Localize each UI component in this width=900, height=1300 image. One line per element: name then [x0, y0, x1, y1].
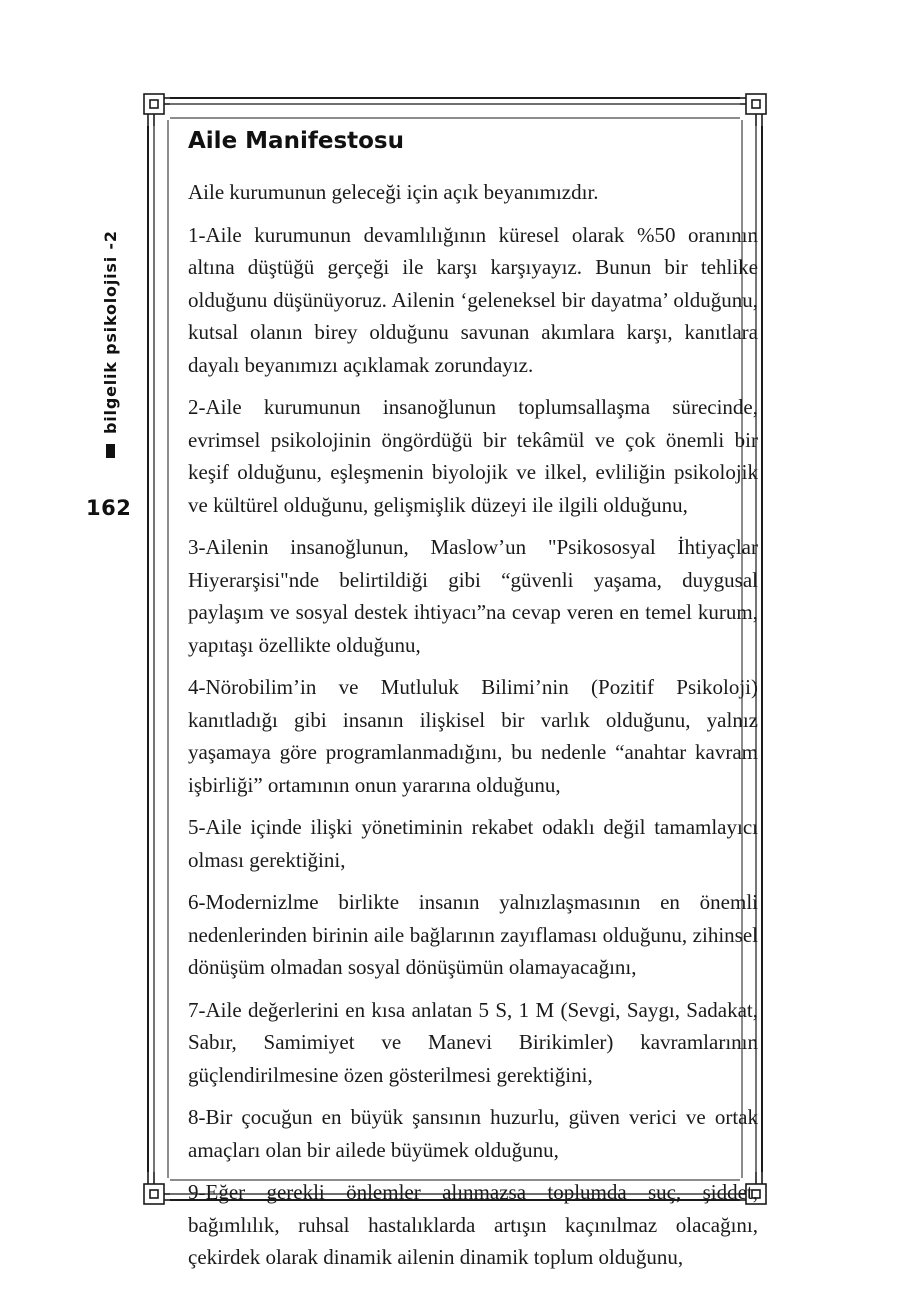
- corner-ornament-top-left: [144, 94, 170, 126]
- article-heading: Aile Manifestosu: [188, 128, 404, 154]
- manifesto-item-5: 5-Aile içinde ilişki yönetiminin rekabet odaklı değil tamamlayıcı olması gerektiğini,: [188, 815, 758, 872]
- manifesto-item-8: 8-Bir çocuğun en büyük şansının huzurlu, güven verici ve ortak amaçları olan bir ailede büyümek olduğunu,: [188, 1105, 758, 1162]
- running-title-bar: [106, 444, 115, 458]
- corner-ornament-top-right: [740, 94, 766, 126]
- page-number: 162: [86, 496, 132, 520]
- running-title-text: bilgelik psikolojisi -2: [101, 230, 120, 434]
- manifesto-item-3: 3-Ailenin insanoğlunun, Maslow’un "Psikososyal İhtiyaçlar Hiyerarşisi"nde belirtildiği gibi “güvenli yaşama, duygusal paylaşım ve sosyal destek ihtiyacı”na cevap veren en temel kurum, yapıtaşı özellikte olduğunu,: [188, 535, 758, 657]
- article-body: [188, 128, 758, 1284]
- manifesto-item-6: 6-Modernizlme birlikte insanın yalnızlaşmasının en önemli nedenlerinden birinin aile bağlarının zayıflaması olduğunu, zihinsel dönüşüm olmadan sosyal dönüşümün olamayacağını,: [188, 890, 758, 979]
- corner-ornament-bottom-left: [144, 1172, 170, 1204]
- manifesto-item-9: 9-Eğer gerekli önlemler alınmazsa toplumda suç, şiddet, bağımlılık, ruhsal hastalıklarda artışın kaçınılmaz olacağını, çekirdek olarak dinamik ailenin dinamik toplum olduğunu,: [188, 1180, 758, 1269]
- running-title: [101, 230, 120, 458]
- manifesto-item-7: 7-Aile değerlerini en kısa anlatan 5 S, 1 M (Sevgi, Saygı, Sadakat, Sabır, Samimiyet ve Manevi Birikimler) kavramlarının güçlendirilmesine özen gösterilmesi gerektiğini,: [188, 997, 758, 1087]
- manifesto-item-4: 4-Nörobilim’in ve Mutluluk Bilimi’nin (Pozitif Psikoloji) kanıtladığı gibi insanın ilişkisel bir varlık olduğunu, yalnız yaşamaya göre programlanmadığını, bu nedenle “anahtar kavram işbirliği” ortamının onun yararına olduğunu,: [188, 675, 758, 797]
- manifesto-item-2: 2-Aile kurumunun insanoğlunun toplumsallaşma sürecinde, evrimsel psikolojinin öngördüğü bir tekâmül ve çok önemli bir keşif olduğunu, eşleşmenin biyolojik ve ilkel, evliliğin psikolojik ve kültürel olduğunu, gelişmişlik düzeyi ile ilgili olduğunu,: [188, 395, 758, 517]
- intro-paragraph: Aile kurumunun geleceği için açık beyanımızdır.: [188, 180, 599, 204]
- manifesto-item-1: 1-Aile kurumunun devamlılığının küresel olarak %50 oranının altına düştüğü gerçeği ile karşı karşıyayız. Bunun bir tehlike olduğunu düşünüyoruz. Ailenin ‘geleneksel bir dayatma’ olduğunu, kutsal olanın birey olduğunu savunan akımlara karşı, kanıtlara dayalı beyanımızı açıklamak zorundayız.: [188, 222, 758, 377]
